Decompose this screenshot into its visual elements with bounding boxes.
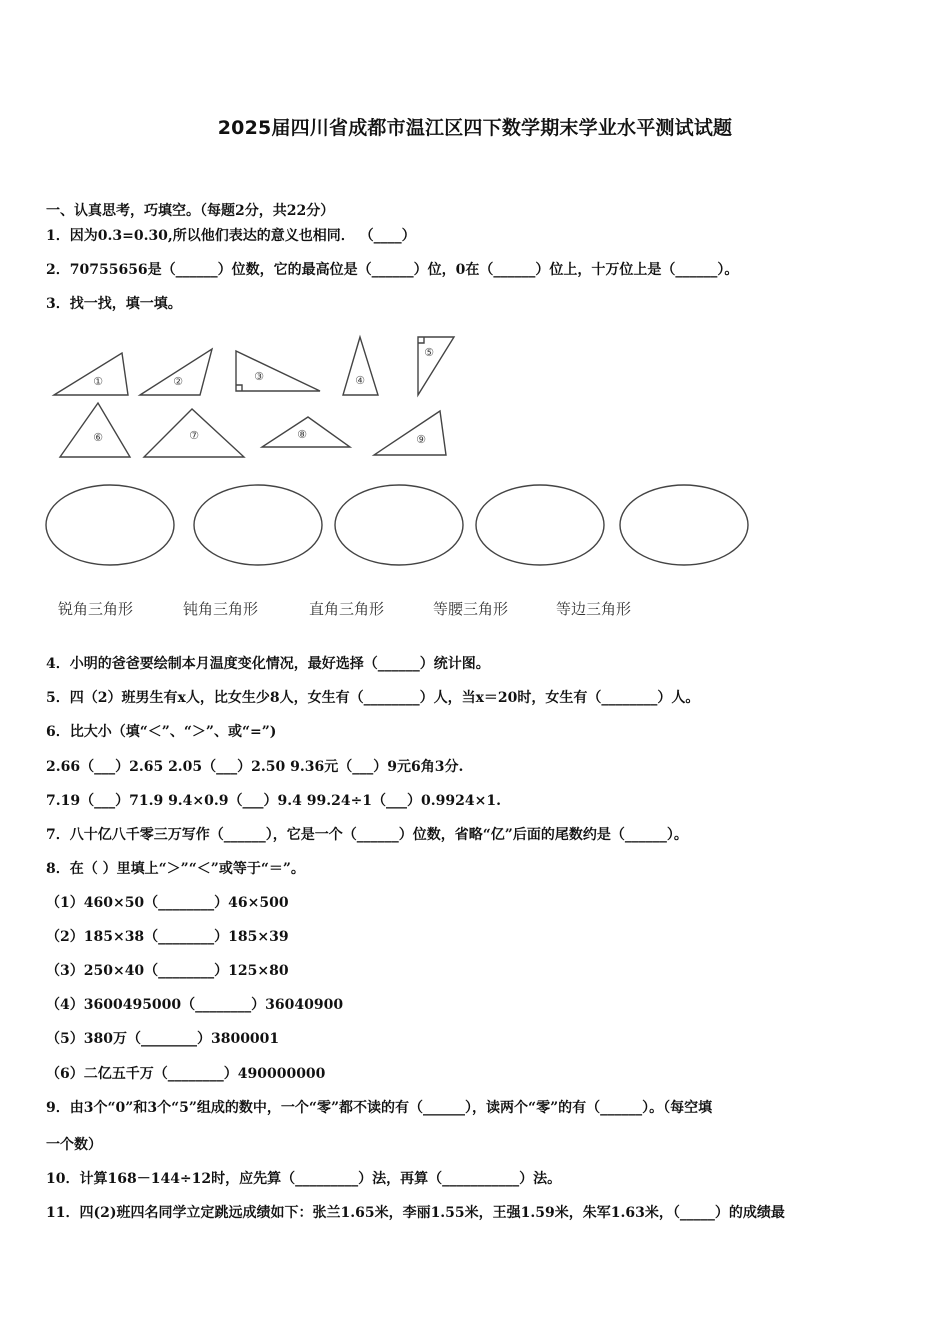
triangle-2 bbox=[140, 349, 212, 395]
ellipse-acute bbox=[46, 485, 174, 565]
question-10: 10．计算168－144÷12时，应先算（_________）法，再算（___________）法。 bbox=[46, 1171, 562, 1187]
section-heading: 一、认真思考，巧填空。（每题2分，共22分） bbox=[46, 203, 335, 219]
triangle-label-7: ⑦ bbox=[189, 429, 199, 442]
question-8-item-6: （6）二亿五千万（________）490000000 bbox=[46, 1066, 326, 1082]
triangle-6 bbox=[60, 403, 130, 457]
triangle-label-2: ② bbox=[173, 375, 183, 388]
question-6-row-2: 7.19（___）71.9 9.4×0.9（___）9.4 99.24÷1（___）0.9924×1. bbox=[46, 793, 501, 809]
question-3: 3．找一找，填一填。 bbox=[46, 296, 182, 312]
ellipse-obtuse bbox=[194, 485, 322, 565]
label-equilateral: 等边三角形 bbox=[556, 600, 632, 618]
triangle-label-6: ⑥ bbox=[93, 431, 103, 444]
question-11: 11．四(2)班四名同学立定跳远成绩如下：张兰1.65米，李丽1.55米，王强1.59米，朱军1.63米，（_____）的成绩最 bbox=[46, 1205, 785, 1221]
triangle-1 bbox=[54, 353, 128, 395]
label-right: 直角三角形 bbox=[309, 600, 385, 618]
question-8-item-1: （1）460×50（________）46×500 bbox=[46, 895, 289, 911]
label-isosceles: 等腰三角形 bbox=[433, 600, 509, 618]
triangle-label-4: ④ bbox=[355, 374, 365, 387]
right-angle-mark-3 bbox=[236, 385, 242, 391]
triangle-label-3: ③ bbox=[254, 370, 264, 383]
label-obtuse: 钝角三角形 bbox=[183, 600, 259, 618]
ellipse-isosceles bbox=[476, 485, 604, 565]
triangle-3 bbox=[236, 351, 320, 391]
question-2: 2．70755656是（______）位数，它的最高位是（______）位，0在（______）位上，十万位上是（______）。 bbox=[46, 262, 739, 278]
triangle-label-8: ⑧ bbox=[297, 428, 307, 441]
question-6-row-1: 2.66（___）2.65 2.05（___）2.50 9.36元（___）9元6角3分. bbox=[46, 759, 464, 775]
label-acute: 锐角三角形 bbox=[58, 600, 134, 618]
question-8-item-5: （5）380万（________）3800001 bbox=[46, 1031, 280, 1047]
triangle-label-5: ⑤ bbox=[424, 346, 434, 359]
page-title: 2025届四川省成都市温江区四下数学期末学业水平测试试题 bbox=[217, 117, 733, 139]
right-angle-mark-5 bbox=[418, 337, 424, 343]
question-1: 1．因为0.3=0.30,所以他们表达的意义也相同． （____） bbox=[46, 228, 416, 244]
question-8: 8．在（ ）里填上“＞”“＜”或等于“＝”。 bbox=[46, 861, 305, 877]
triangle-label-9: ⑨ bbox=[416, 433, 426, 446]
question-9: 9．由3个“0”和3个“5”组成的数中，一个“零”都不读的有（______），读两个“零”的有（______）。（每空填 bbox=[46, 1100, 713, 1116]
question-5: 5．四（2）班男生有x人，比女生少8人，女生有（________）人，当x＝20时，女生有（________）人。 bbox=[46, 690, 700, 706]
question-8-item-3: （3）250×40（________）125×80 bbox=[46, 963, 289, 979]
triangles-figure bbox=[40, 325, 760, 575]
question-8-item-2: （2）185×38（________）185×39 bbox=[46, 929, 289, 945]
ellipse-equilateral bbox=[620, 485, 748, 565]
triangle-label-1: ① bbox=[93, 375, 103, 388]
question-4: 4．小明的爸爸要绘制本月温度变化情况，最好选择（______）统计图。 bbox=[46, 656, 490, 672]
ellipse-right bbox=[335, 485, 463, 565]
question-9-continued: 一个数） bbox=[46, 1137, 102, 1153]
question-8-item-4: （4）3600495000（________）36040900 bbox=[46, 997, 344, 1013]
question-6: 6．比大小（填“＜”、“＞”、或“=”) bbox=[46, 724, 277, 740]
question-7: 7．八十亿八千零三万写作（______），它是一个（______）位数，省略“亿”后面的尾数约是（______）。 bbox=[46, 827, 688, 843]
triangle-9 bbox=[374, 411, 446, 455]
